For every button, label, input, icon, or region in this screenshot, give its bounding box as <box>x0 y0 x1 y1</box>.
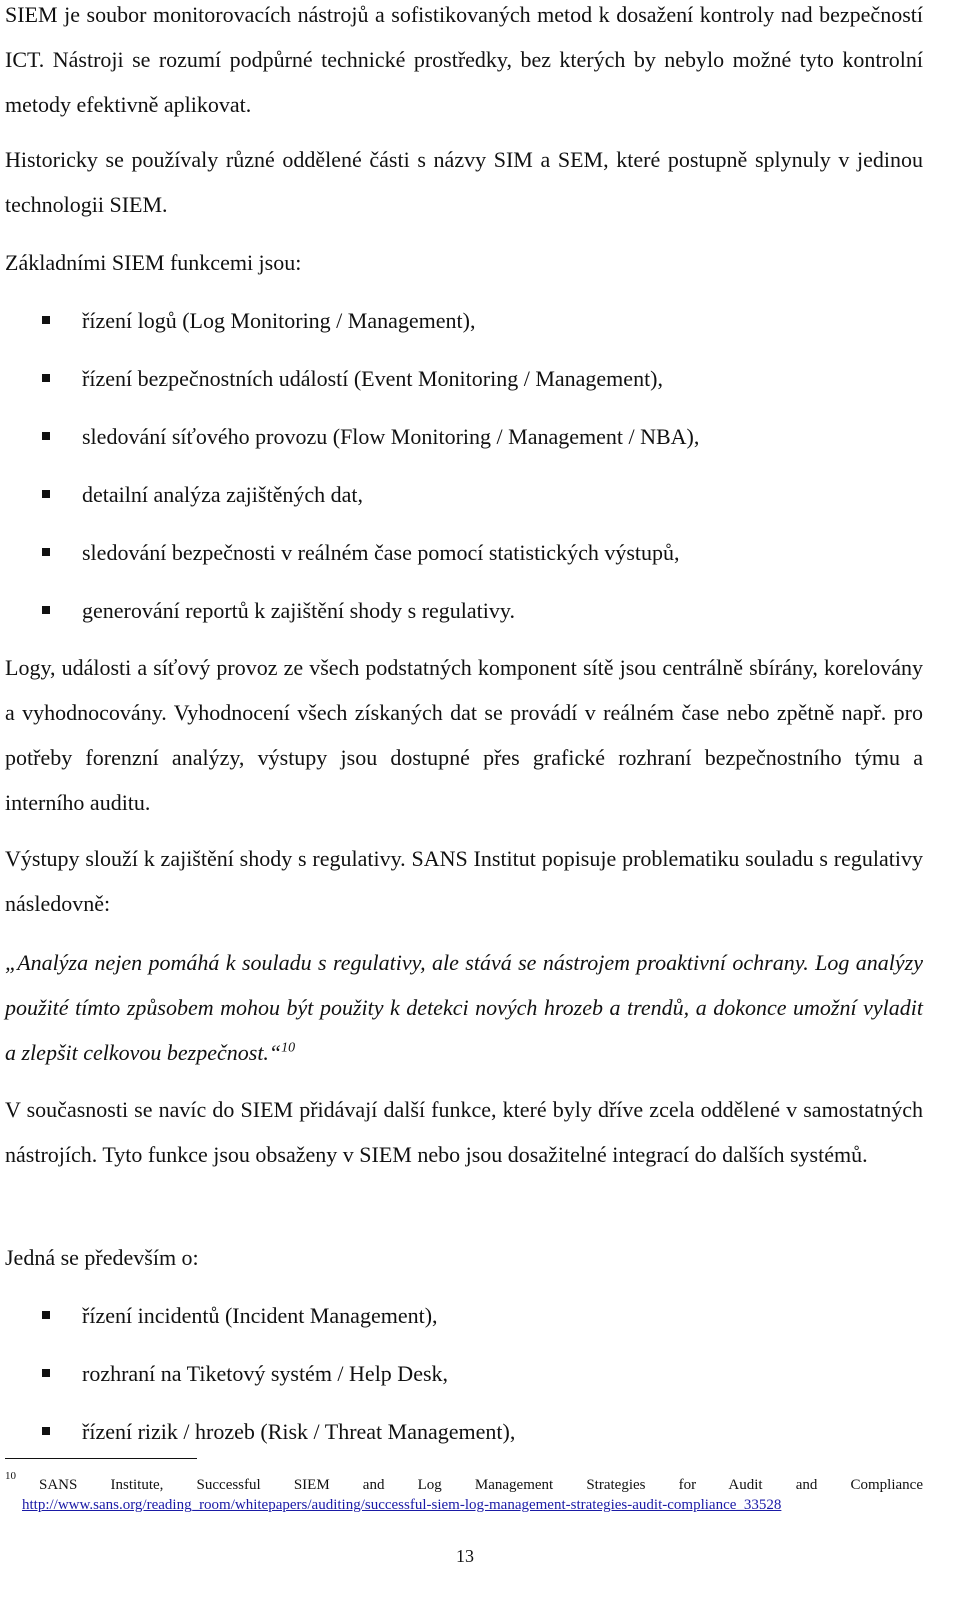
footnote-number: 10 <box>5 1470 16 1482</box>
paragraph-mainly: Jedná se především o: <box>5 1245 199 1270</box>
footnote-text: SANS Institute, Successful SIEM and Log Management Strategies for Audit and Compliance <box>39 1477 923 1493</box>
square-bullet-icon <box>42 1369 50 1377</box>
paragraph-history: Historicky se používaly různé oddělené části s názvy SIM a SEM, které postupně splynuly v jedinou technologii SIEM. <box>5 147 923 217</box>
list-item: řízení logů (Log Monitoring / Management), <box>0 306 960 364</box>
list-item: generování reportů k zajištění shody s regulativy. <box>0 596 960 654</box>
footnote-divider <box>5 1458 197 1459</box>
paragraph-logs: Logy, události a síťový provoz ze všech podstatných komponent sítě jsou centrálně sbírány, korelovány a vyhodnocovány. Vyhodnocení všech získaných dat se provádí v reálném čase nebo zpětně např. pro potřeby forenzní analýzy, výstupy jsou dostupné přes grafické rozhraní bezpečnostního týmu a interního auditu. <box>5 655 923 815</box>
list-item: řízení bezpečnostních událostí (Event Monitoring / Management), <box>0 364 960 422</box>
quote-sans <box>5 940 923 1075</box>
additional-functions-list <box>0 1301 960 1475</box>
list-item: rozhraní na Tiketový systém / Help Desk, <box>0 1359 960 1417</box>
list-item: řízení rizik / hrozeb (Risk / Threat Management), <box>0 1417 960 1475</box>
paragraph-functions-intro: Základními SIEM funkcemi jsou: <box>5 250 302 275</box>
quote-text: „Analýza nejen pomáhá k souladu s regulativy, ale stává se nástrojem proaktivní ochrany. Log analýzy použité tímto způsobem mohou být použity k detekci nových hrozeb a trendů, a dokonce umožní vyladit a zlepšit celkovou bezpečnost.“ <box>5 950 923 1065</box>
square-bullet-icon <box>42 432 50 440</box>
paragraph-compliance: Výstupy slouží k zajištění shody s regulativy. SANS Institut popisuje problematiku souladu s regulativy následovně: <box>5 846 923 916</box>
list-item: sledování bezpečnosti v reálném čase pomocí statistických výstupů, <box>0 538 960 596</box>
square-bullet-icon <box>42 1311 50 1319</box>
square-bullet-icon <box>42 1427 50 1435</box>
paragraph-additional-functions: V současnosti se navíc do SIEM přidávají další funkce, které byly dříve zcela oddělené v samostatných nástrojích. Tyto funkce jsou obsaženy v SIEM nebo jsou dosažitelné integrací do dalších systémů. <box>5 1097 923 1167</box>
square-bullet-icon <box>42 606 50 614</box>
footnote-reference: 10 <box>281 1040 296 1056</box>
square-bullet-icon <box>42 548 50 556</box>
square-bullet-icon <box>42 490 50 498</box>
square-bullet-icon <box>42 374 50 382</box>
square-bullet-icon <box>42 316 50 324</box>
paragraph-siem-intro: SIEM je soubor monitorovacích nástrojů a sofistikovaných metod k dosažení kontroly nad bezpečností ICT. Nástroji se rozumí podpůrné technické prostředky, bez kterých by nebylo možné tyto kontrolní metody efektivně aplikovat. <box>5 2 923 117</box>
footnote-link[interactable]: http://www.sans.org/reading_room/whitepapers/auditing/successful-siem-log-management-strategies-audit-compliance_33528 <box>22 1497 782 1513</box>
list-item: řízení incidentů (Incident Management), <box>0 1301 960 1359</box>
list-item: detailní analýza zajištěných dat, <box>0 480 960 538</box>
siem-functions-list <box>0 306 960 654</box>
list-item: sledování síťového provozu (Flow Monitoring / Management / NBA), <box>0 422 960 480</box>
page-number: 13 <box>456 1546 474 1566</box>
